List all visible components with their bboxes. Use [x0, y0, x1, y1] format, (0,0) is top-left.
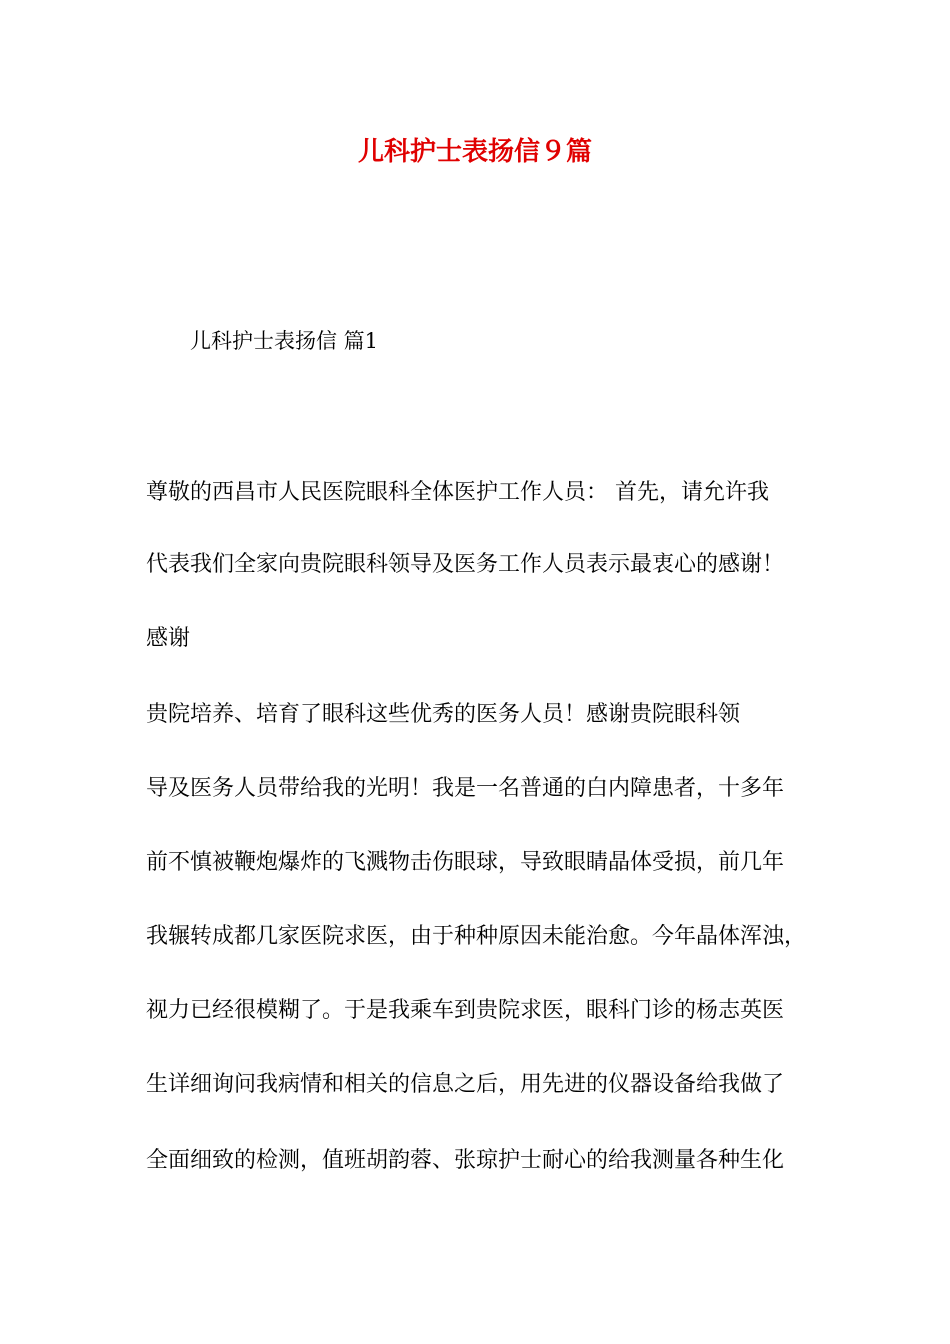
body-line: 视力已经很模糊了。于是我乘车到贵院求医，眼科门诊的杨志英医 — [146, 998, 785, 1023]
body-line: 全面细致的检测，值班胡韵蓉、张琼护士耐心的给我测量各种生化 — [146, 1148, 785, 1173]
body-line: 导及医务人员带给我的光明！我是一名普通的白内障患者，十多年 — [146, 776, 785, 801]
section-heading: 儿科护士表扬信 篇1 — [190, 329, 379, 353]
document-title: 儿科护士表扬信９篇 — [357, 137, 592, 167]
body-line: 代表我们全家向贵院眼科领导及医务工作人员表示最衷心的感谢！ — [146, 552, 785, 577]
body-line: 我辗转成都几家医院求医，由于种种原因未能治愈。今年晶体浑浊， — [146, 924, 807, 949]
body-line: 贵院培养、培育了眼科这些优秀的医务人员！感谢贵院眼科领 — [146, 702, 741, 727]
body-line: 尊敬的西昌市人民医院眼科全体医护工作人员： 首先，请允许我 — [146, 480, 769, 505]
body-line: 生详细询问我病情和相关的信息之后，用先进的仪器设备给我做了 — [146, 1072, 785, 1097]
body-line: 前不慎被鞭炮爆炸的飞溅物击伤眼球，导致眼睛晶体受损，前几年 — [146, 850, 785, 875]
body-line: 感谢 — [146, 626, 191, 651]
